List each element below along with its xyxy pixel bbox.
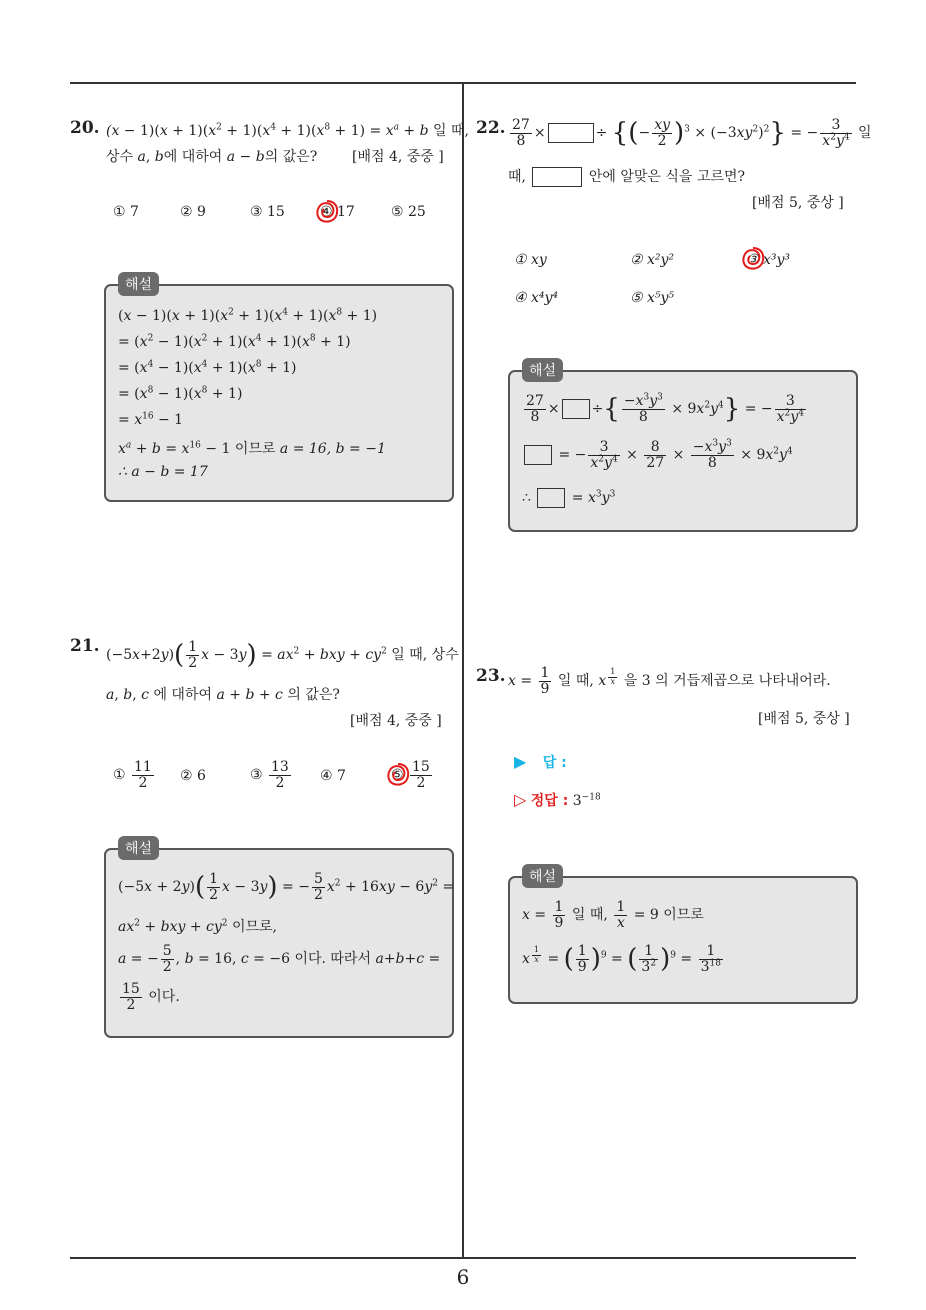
choice-5[interactable]: ⑤ 25 [391,204,426,220]
solution-line: (−5x + 2y)( $\frac{1}{2}$ x − 3y) = − $\frac{5}{2}$ $x^2 + 16xy - 6y^2$ = [118,871,455,903]
outline-arrow-icon: ▷ [514,790,527,809]
solution-line: = $(x^2 - 1)(x^2 + 1)(x^4 + 1)(x^8 + 1)$ [118,333,351,350]
column-divider [462,82,464,1259]
score-label: [배점 5, 중상 ] [752,195,844,211]
page-number: 6 [456,1265,470,1289]
correct-answer-row [514,790,601,810]
solution-line: $(x - 1)(x + 1)(x^2 + 1)(x^4 + 1)(x^8 + 1)$ [118,307,378,324]
solution-line: = − $\frac{3}{x^2y^4}$ × $\frac{8}{27}$ × $\frac{-x^3y^3}{8}$ × $9x^2y^4$ [522,440,793,470]
solution-line: $\frac{15}{2}$ 이다. [122,981,180,1013]
question-number: 23. [476,666,506,686]
solution-line: x $^{\frac{1}{x}}$ = ( $\frac{1}{9}$ )$^9$ = ( $\frac{1}{3^2}$ )$^9$ = $\frac{1}{3^{18}}$ [522,943,721,975]
question-number: 20. [70,118,100,138]
answer-mark-icon [739,245,767,273]
solution-tag: 해설 [522,358,563,382]
answer-label: 답 : [542,755,567,771]
choice-4[interactable]: ④ 17 [320,204,355,220]
solution-line: a = − $\frac{5}{2}$ , b = 16, c = −6 이다. 따라서 a+b+c = [118,943,441,975]
choice-3[interactable]: ③ 15 [250,204,285,220]
solution-tag: 해설 [118,272,159,296]
choice-4[interactable]: ④ x⁴y⁴ [514,290,559,306]
score-label: [배점 4, 중중 ] [352,149,444,165]
solution-line: = $x^{16} - 1$ [118,411,184,428]
correct-label: 정답 : [530,793,569,809]
correct-value: $3^{-18}$ [572,792,601,809]
question-text-line1: $\frac{27}{8}$ × ÷ {(− $\frac{xy}{2}$ )$^3 \times (-3xy^2)^2$} = − $\frac{3}{x^2y^4}$ 일 [512,117,872,149]
solution-line: = $(x^4 - 1)(x^4 + 1)(x^8 + 1)$ [118,359,297,376]
choice-1[interactable]: ① 7 [113,204,139,220]
choice-2[interactable]: ② 9 [180,204,206,220]
question-text-line2: 때, 안에 알맞은 식을 고르면? [508,169,745,185]
answer-blank[interactable] [532,167,582,187]
question-text-line2: a, b, c 에 대하여 a + b + c 의 값은? [106,687,340,703]
solution-line: $\frac{27}{8}$ × ÷{ $\frac{-x^3y^3}{8}$ × $9x^2y^4$} = − $\frac{3}{x^2y^4}$ [526,392,804,425]
choice-1[interactable]: ① $\frac{11}{2}$ [113,759,152,791]
solution-tag: 해설 [522,864,563,888]
score-label: [배점 4, 중중 ] [350,713,442,729]
solution-line: $x^a + b = x^{16} - 1$ 이므로 a = 16, b = −1 [118,440,386,457]
question-text-line1: $(x - 1)(x + 1)(x^2 + 1)(x^4 + 1)(x^8 + 1) = x^a + b$ 일 때, [106,122,469,139]
answer-blank[interactable] [548,123,594,143]
score-label: [배점 5, 중상 ] [758,711,850,727]
bottom-rule [70,1257,856,1259]
solution-line: ∴ a − b = 17 [118,464,208,480]
choice-1[interactable]: ① xy [514,252,547,268]
question-text-line2: 상수 a, b에 대하여 a − b의 값은? [106,149,318,165]
solution-line: = $(x^8 - 1)(x^8 + 1)$ [118,385,243,402]
solution-tag: 해설 [118,836,159,860]
question-text-line1: x = $\frac{1}{9}$ 일 때, x $^{\frac{1}{x}}$ 을 3 의 거듭제곱으로 나타내어라. [508,665,831,697]
answer-row[interactable] [514,752,567,772]
question-text-line1: (−5x+2y)( $\frac{1}{2}$ $x - 3y) = ax^2$ + bxy + $cy^2$ 일 때, 상수 [106,639,459,671]
choice-3[interactable]: ③ x³y³ [746,252,791,268]
choice-3[interactable]: ③ $\frac{13}{2}$ [250,759,289,791]
play-arrow-icon: ▶ [514,752,527,771]
question-number: 22. [476,118,506,138]
solution-box [508,876,858,1004]
answer-mark-icon [384,761,412,789]
solution-line: x = $\frac{1}{9}$ 일 때, $\frac{1}{x}$ = 9 이므로 [522,899,704,931]
choice-2[interactable]: ② 6 [180,768,206,784]
choice-5[interactable]: ⑤ x⁵y⁵ [630,290,675,306]
solution-line: $ax^2$ + bxy + $cy^2$ 이므로, [118,918,278,935]
solution-line: ∴ = $x^3y^3$ [522,489,616,506]
choice-2[interactable]: ② x²y² [630,252,675,268]
choice-5[interactable]: ⑤ $\frac{15}{2}$ [391,759,430,791]
question-number: 21. [70,636,100,656]
answer-mark-icon [313,198,341,226]
choice-4[interactable]: ④ 7 [320,768,346,784]
